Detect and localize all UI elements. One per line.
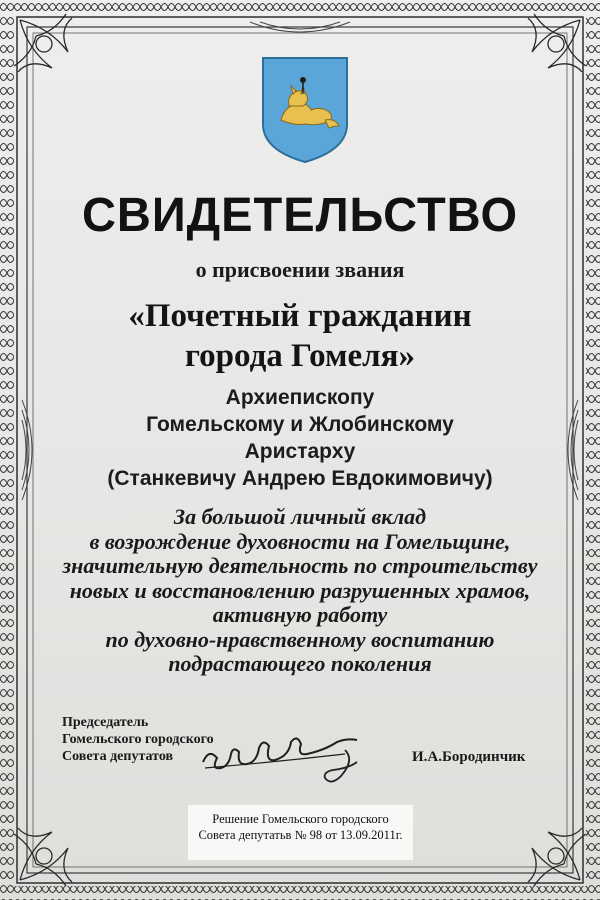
corner-ornament-top-left bbox=[14, 14, 72, 72]
decision-line: Совета депутатьв № 98 от 13.09.2011г. bbox=[198, 828, 403, 842]
recipient-line: Архиепископу bbox=[225, 386, 375, 409]
decision-line: Решение Гомельского городского bbox=[212, 812, 389, 826]
reason-line: активную работу bbox=[212, 602, 388, 627]
certificate-subtitle: о присвоении звания bbox=[195, 257, 405, 282]
reason-line: новых и восстановлению разрушенных храмов, bbox=[69, 577, 531, 603]
reason-line: За большой личный вклад bbox=[173, 504, 427, 529]
corner-ornament-top-right bbox=[528, 14, 586, 72]
reason-line: по духовно-нравственному воспитанию bbox=[105, 626, 495, 652]
handwritten-signature bbox=[195, 728, 405, 788]
recipient-line: (Станкевичу Андрею Евдокимовичу) bbox=[107, 467, 493, 490]
reason-line: значительную деятельность по строительству bbox=[62, 553, 538, 578]
honor-title bbox=[0, 296, 600, 376]
gomel-coat-of-arms-icon bbox=[259, 54, 351, 166]
honor-line: «Почетный гражданин bbox=[128, 298, 472, 334]
reason-line: в возрождение духовности на Гомельщине, bbox=[89, 528, 511, 554]
recipient-line: Гомельскому и Жлобинскому bbox=[146, 413, 454, 436]
reason-block bbox=[0, 505, 600, 677]
corner-ornament-bottom-left bbox=[14, 828, 72, 886]
signer-title bbox=[62, 714, 214, 765]
signer-title-line: Гомельского городского bbox=[62, 732, 214, 747]
recipient-block bbox=[0, 384, 600, 492]
honor-line: города Гомеля» bbox=[185, 338, 415, 374]
decision-note bbox=[188, 805, 413, 860]
signer-name: И.А.Бородинчик bbox=[412, 749, 526, 765]
recipient-line: Аристарху bbox=[244, 440, 356, 463]
signer-title-line: Председатель bbox=[62, 715, 149, 730]
signer-title-line: Совета депутатов bbox=[62, 749, 174, 764]
certificate-title: СВИДЕТЕЛЬСТВО bbox=[81, 189, 519, 242]
corner-ornament-bottom-right bbox=[528, 828, 586, 886]
reason-line: подрастающего поколения bbox=[168, 651, 432, 676]
